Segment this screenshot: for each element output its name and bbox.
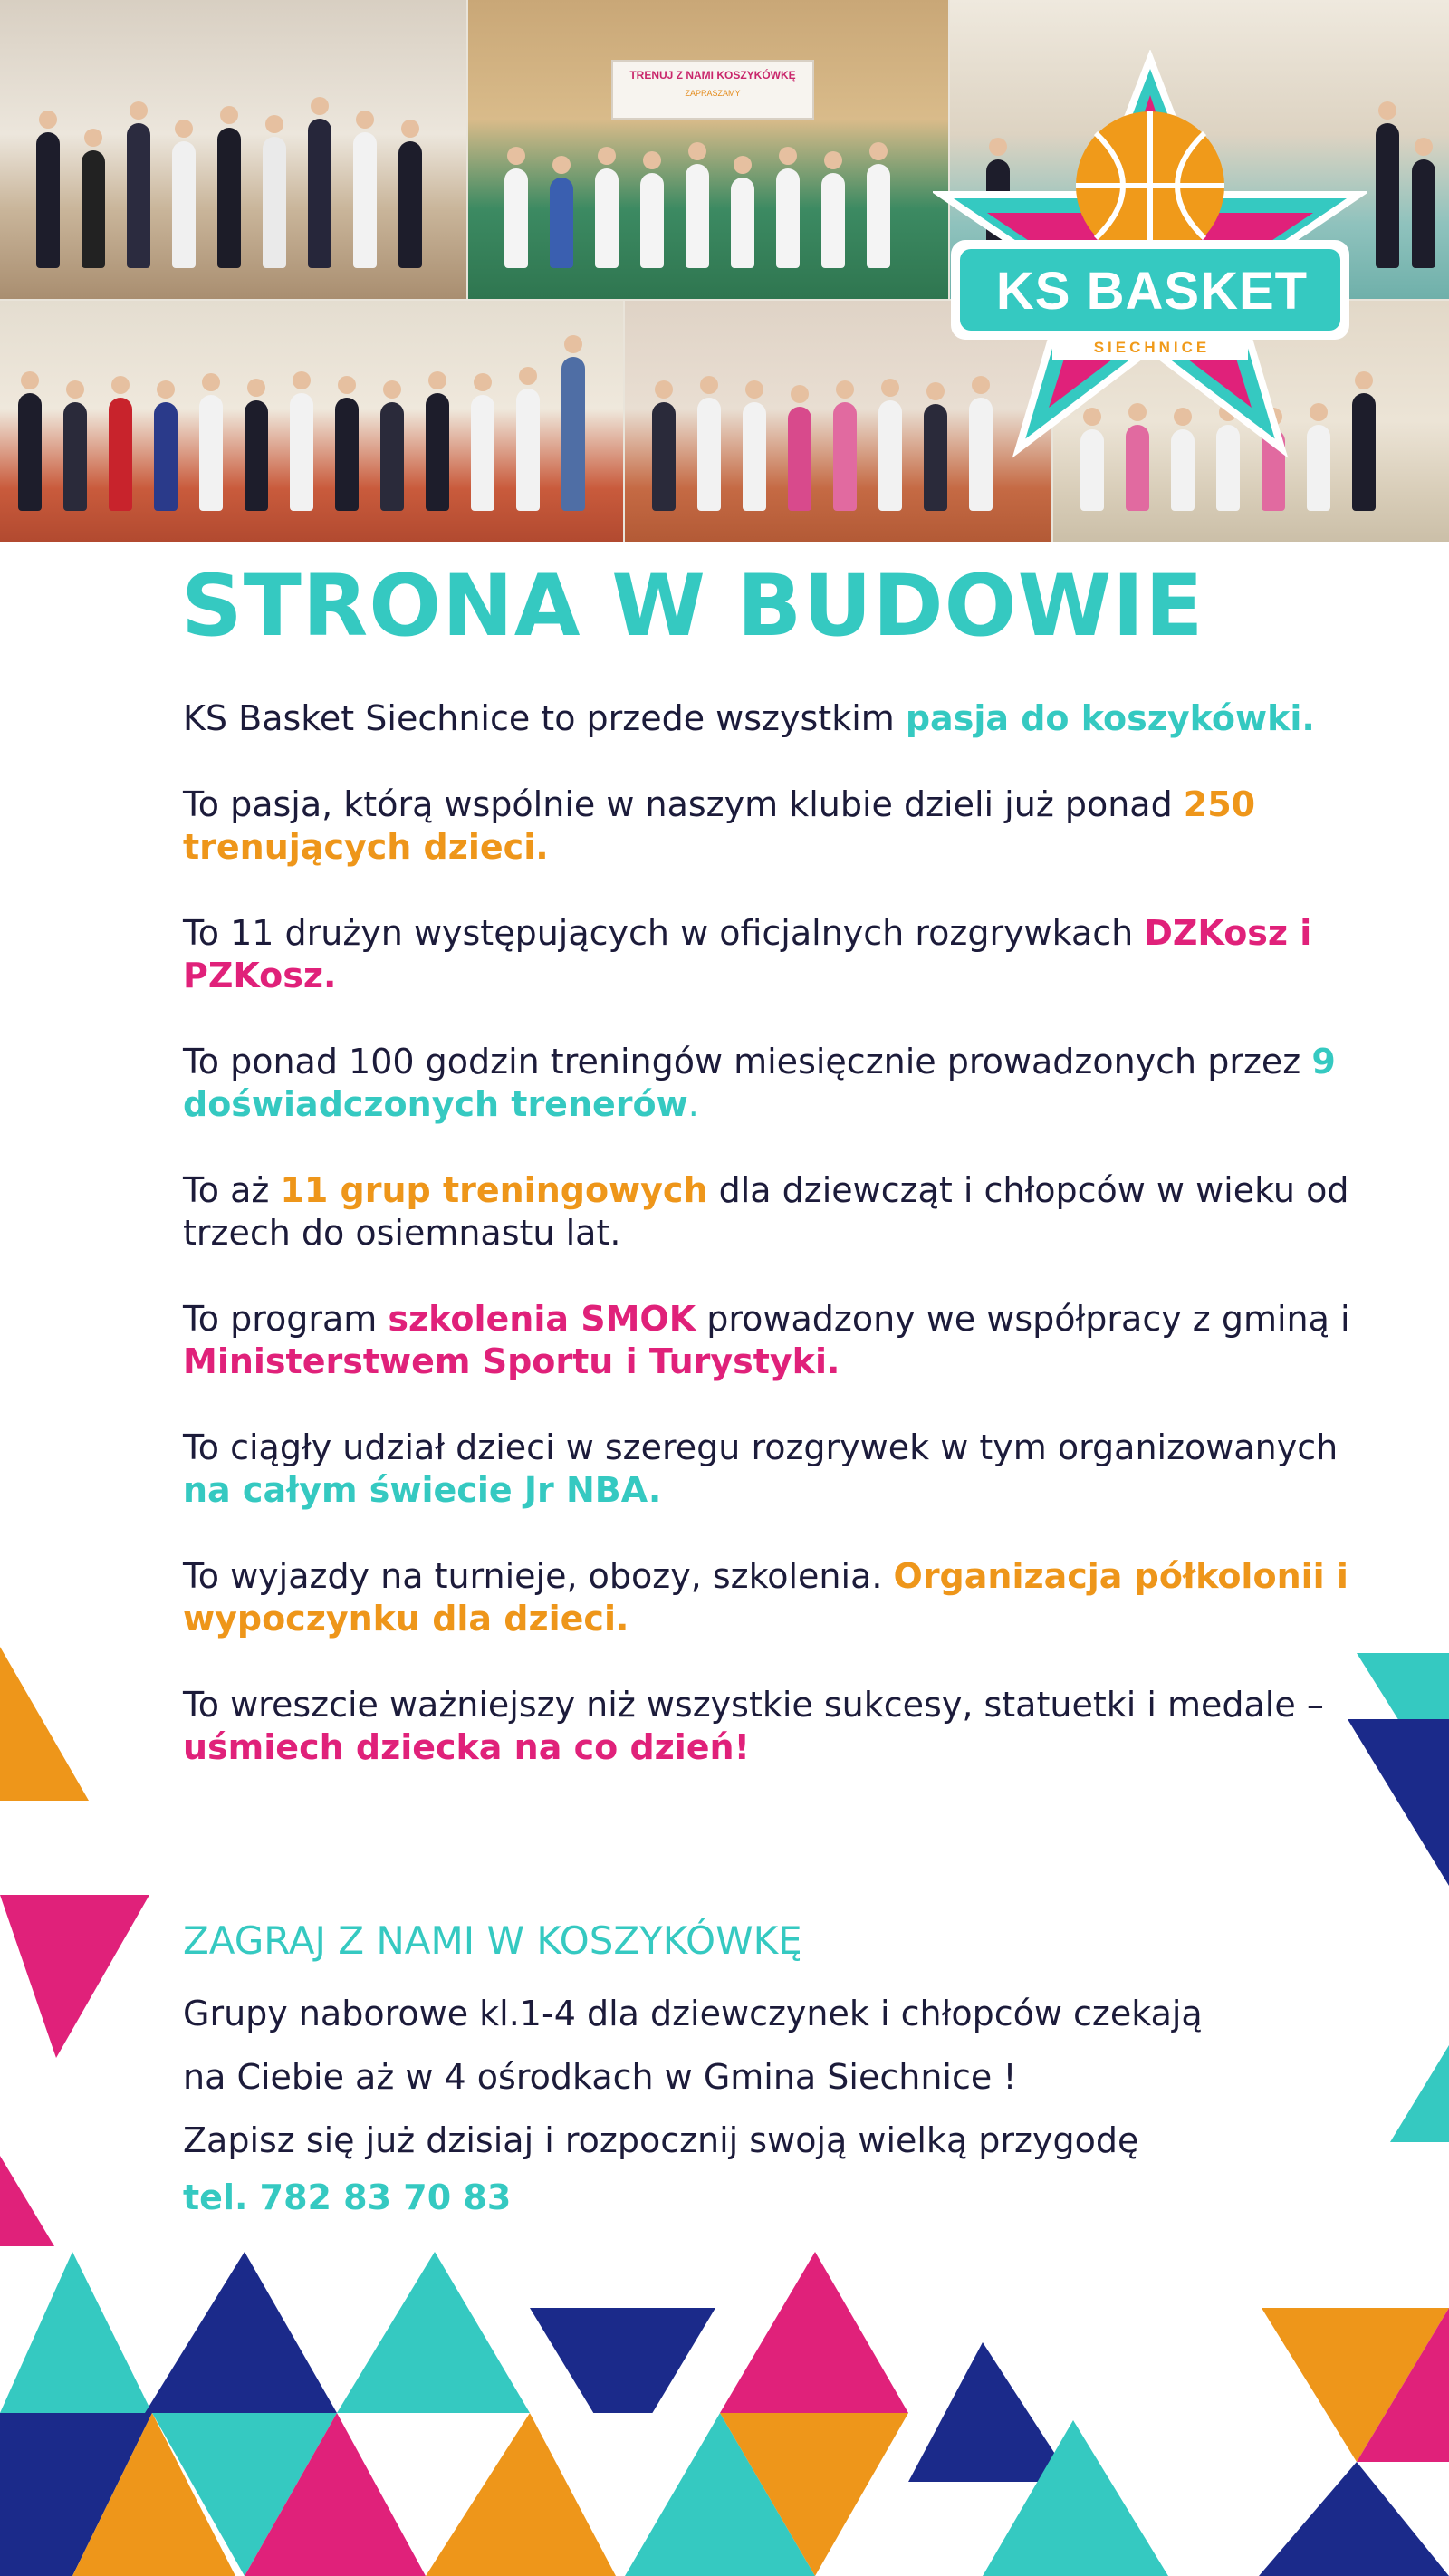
- paragraph-groups: To aż 11 grup treningowych dla dziewcząt i chłopców w wieku od trzech do osiemnastu lat.: [183, 1170, 1349, 1253]
- highlight-smok: szkolenia SMOK: [388, 1299, 696, 1339]
- phone-link[interactable]: tel. 782 83 70 83: [183, 2177, 512, 2217]
- paragraph-smok: To program szkolenia SMOK prowadzony we współpracy z gminą i Ministerstwem Sportu i Turystyki.: [183, 1299, 1350, 1381]
- highlight-ministry: Ministerstwem Sportu i Turystyki.: [183, 1341, 840, 1381]
- team-photo-boys: [0, 0, 466, 299]
- banner-subtitle: ZAPRASZAMY: [685, 89, 741, 98]
- highlight-passion: pasja do koszykówki.: [905, 698, 1315, 738]
- training-banner: [611, 60, 814, 120]
- join-line-3: Zapisz się już dzisiaj i rozpocznij swoją wielką przygodę: [183, 2120, 1139, 2160]
- team-photo-banner: [468, 0, 948, 299]
- ks-basket-logo: [933, 50, 1367, 466]
- logo-subtitle: SIECHNICE: [1093, 339, 1211, 356]
- banner-title: TRENUJ Z NAMI KOSZYKÓWKĘ: [629, 69, 796, 82]
- paragraph-kids: To pasja, którą wspólnie w naszym klubie dzieli już ponad 250 trenujących dzieci.: [183, 784, 1256, 867]
- highlight-groups: 11 grup treningowych: [280, 1170, 708, 1210]
- paragraph-jr-nba: To ciągły udział dzieci w szeregu rozgrywek w tym organizowanych na całym świecie Jr NBA.: [183, 1427, 1339, 1510]
- join-line-1: Grupy naborowe kl.1-4 dla dziewczynek i chłopców czekają: [183, 1994, 1203, 2033]
- team-photo-group: [0, 301, 623, 542]
- highlight-smile: uśmiech dziecka na co dzień!: [183, 1727, 750, 1767]
- highlight-camps: Organizacja półkolonii i wypoczynku dla dzieci.: [183, 1556, 1348, 1639]
- join-text: [183, 1982, 1415, 2172]
- paragraph-teams: To 11 drużyn występujących w oficjalnych rozgrywkach DZKosz i PZKosz.: [183, 913, 1312, 995]
- page-title: STRONA W BUDOWIE: [181, 557, 1204, 656]
- paragraph-passion: KS Basket Siechnice to przede wszystkim pasja do koszykówki.: [183, 698, 1315, 738]
- paragraph-smile: To wreszcie ważniejszy niż wszystkie sukcesy, statuetki i medale – uśmiech dziecka na co dzień!: [183, 1685, 1324, 1767]
- join-line-2: na Ciebie aż w 4 ośrodkach w Gmina Siechnice !: [183, 2057, 1017, 2097]
- paragraph-coaches: To ponad 100 godzin treningów miesięcznie prowadzonych przez 9 doświadczonych trenerów.: [183, 1042, 1336, 1124]
- logo-title: KS BASKET: [995, 262, 1309, 321]
- highlight-coaches: 9 doświadczonych trenerów: [183, 1042, 1336, 1124]
- club-description: [183, 697, 1360, 1812]
- paragraph-trips: To wyjazdy na turnieje, obozy, szkolenia. Organizacja półkolonii i wypoczynku dla dzieci.: [183, 1556, 1348, 1639]
- highlight-kids-count: 250 trenujących dzieci.: [183, 784, 1256, 867]
- highlight-jr-nba: na całym świecie Jr NBA.: [183, 1470, 662, 1510]
- highlight-leagues: DZKosz i PZKosz.: [183, 913, 1312, 995]
- join-heading: ZAGRAJ Z NAMI W KOSZYKÓWKĘ: [183, 1918, 802, 1963]
